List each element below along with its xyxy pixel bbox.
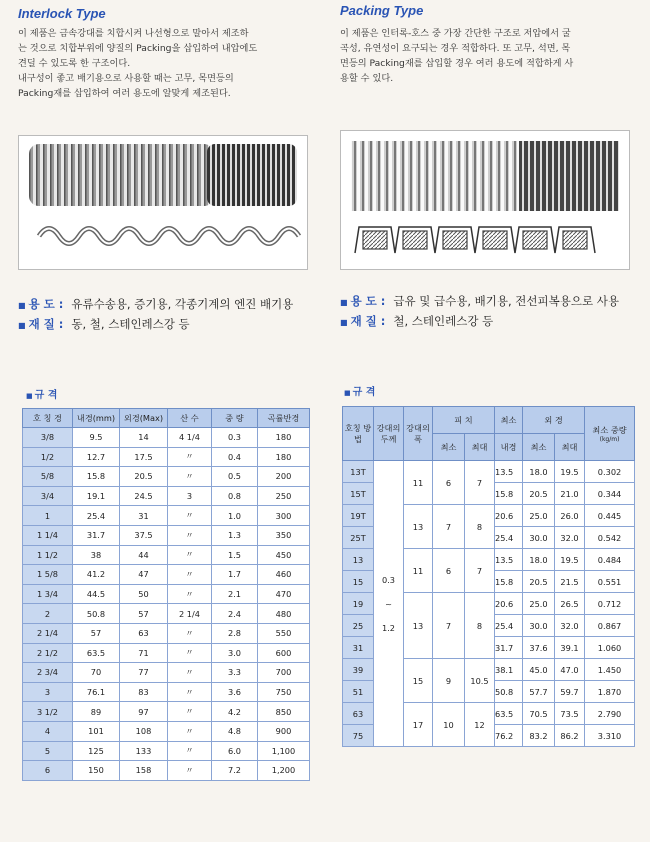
table-cell: 57	[73, 623, 120, 643]
table-cell: 25.4	[495, 615, 523, 637]
packing-spec-table	[342, 406, 635, 747]
table-cell: 1,200	[258, 761, 310, 781]
table-cell: 〃	[168, 721, 212, 741]
table-cell: 44	[120, 545, 168, 565]
table-cell: 50.8	[495, 681, 523, 703]
desc-line: 내구성이 좋고 배기용으로 사용할 때는 고무, 목면등의	[18, 73, 234, 84]
table-cell: 0.542	[585, 527, 635, 549]
col-header: 산 수	[168, 409, 212, 428]
table-cell: 3	[168, 486, 212, 506]
table-cell: 15.8	[495, 571, 523, 593]
table-cell: 10.5	[465, 659, 495, 703]
desc-line: 는 것으로 치합부위에 양질의 Packing을 삽입하여 내압에도	[18, 43, 258, 54]
table-cell: 13.5	[495, 461, 523, 483]
table-cell: 0.484	[585, 549, 635, 571]
table-cell: 200	[258, 467, 310, 487]
table-cell: 0.3 ~ 1.2	[374, 461, 404, 747]
table-cell: 4	[23, 721, 73, 741]
table-cell: 73.5	[555, 703, 585, 725]
table-cell: 50.8	[73, 604, 120, 624]
table-cell: 3.3	[212, 663, 258, 683]
table-cell: 57.7	[523, 681, 555, 703]
table-cell: 7	[433, 505, 465, 549]
table-cell: 31.7	[73, 525, 120, 545]
col-header: 호 칭 경	[23, 409, 73, 428]
table-cell: 250	[258, 486, 310, 506]
interlock-spec-title: ■ 규 격	[26, 390, 58, 401]
table-cell: 6.0	[212, 741, 258, 761]
packing-spec-title: ■ 규 격	[344, 387, 376, 398]
table-cell: 350	[258, 525, 310, 545]
table-cell: 13	[404, 593, 433, 659]
table-cell: 7	[433, 593, 465, 659]
table-cell: 900	[258, 721, 310, 741]
table-cell: 〃	[168, 761, 212, 781]
table-cell: 25T	[343, 527, 374, 549]
material-label: ■ 재 질 :	[340, 314, 386, 328]
col-header: 최소	[433, 434, 465, 461]
table-cell: 25	[343, 615, 374, 637]
table-row	[23, 623, 310, 643]
table-cell: 24.5	[120, 486, 168, 506]
table-cell: 〃	[168, 682, 212, 702]
table-cell: 158	[120, 761, 168, 781]
desc-line: 이 제품은 인터록-호스 중 가장 간단한 구조로 저압에서 굴	[340, 28, 571, 39]
table-cell: 41.2	[73, 565, 120, 585]
table-cell: 3.310	[585, 725, 635, 747]
table-row	[23, 525, 310, 545]
table-cell: 101	[73, 721, 120, 741]
table-row	[23, 702, 310, 722]
table-cell: 37.5	[120, 525, 168, 545]
table-row	[23, 761, 310, 781]
table-cell: 0.445	[585, 505, 635, 527]
table-cell: 97	[120, 702, 168, 722]
table-cell: 13T	[343, 461, 374, 483]
table-cell: 77	[120, 663, 168, 683]
table-cell: 5/8	[23, 467, 73, 487]
table-cell: 6	[433, 461, 465, 505]
desc-line: 면등의 Packing재를 삽입할 경우 여러 용도에 적합하게 사	[340, 58, 574, 69]
table-cell: 0.867	[585, 615, 635, 637]
table-cell: 63.5	[495, 703, 523, 725]
interlock-spec-table	[22, 408, 310, 781]
table-cell: 108	[120, 721, 168, 741]
table-cell: 13	[404, 505, 433, 549]
table-row	[23, 428, 310, 448]
table-cell: 13.5	[495, 549, 523, 571]
table-cell: 25.0	[523, 593, 555, 615]
table-row	[23, 604, 310, 624]
table-cell: 21.5	[555, 571, 585, 593]
col-header: 외 경	[523, 407, 585, 434]
usage-label: ■ 용 도 :	[18, 297, 64, 311]
table-cell: 0.3	[212, 428, 258, 448]
table-cell: 76.1	[73, 682, 120, 702]
table-cell: 15T	[343, 483, 374, 505]
col-header: 최소	[523, 434, 555, 461]
table-cell: 25.4	[73, 506, 120, 526]
table-cell: 15	[343, 571, 374, 593]
table-cell: 1/2	[23, 447, 73, 467]
table-cell: 31.7	[495, 637, 523, 659]
table-cell: 133	[120, 741, 168, 761]
table-cell: 7	[465, 461, 495, 505]
table-cell: 300	[258, 506, 310, 526]
table-cell: 3 1/2	[23, 702, 73, 722]
col-header: 피 치	[433, 407, 495, 434]
table-cell: 7.2	[212, 761, 258, 781]
table-cell: 1.0	[212, 506, 258, 526]
table-cell: 480	[258, 604, 310, 624]
table-cell: 0.302	[585, 461, 635, 483]
table-cell: 2 1/4	[168, 604, 212, 624]
table-cell: 19.5	[555, 549, 585, 571]
table-cell: 63	[343, 703, 374, 725]
col-header: 강대의 폭	[404, 407, 433, 461]
table-row	[23, 565, 310, 585]
table-cell: 180	[258, 447, 310, 467]
table-cell: 57	[120, 604, 168, 624]
table-cell: 0.551	[585, 571, 635, 593]
table-cell: 30.0	[523, 527, 555, 549]
table-cell: 47	[120, 565, 168, 585]
table-cell: 〃	[168, 663, 212, 683]
table-cell: 〃	[168, 702, 212, 722]
usage-value: 유류수송용, 증기용, 각종기계의 엔진 배기용	[71, 297, 294, 311]
desc-line: 이 제품은 금속강대를 치합시켜 나선형으로 말아서 제조하	[18, 28, 249, 39]
table-row	[343, 461, 635, 483]
table-cell: 18.0	[523, 461, 555, 483]
table-cell: 3/8	[23, 428, 73, 448]
table-cell: 13	[343, 549, 374, 571]
table-row	[23, 584, 310, 604]
table-cell: 1,100	[258, 741, 310, 761]
table-cell: 〃	[168, 467, 212, 487]
table-cell: 6	[433, 549, 465, 593]
table-cell: 3	[23, 682, 73, 702]
table-cell: 460	[258, 565, 310, 585]
table-cell: 125	[73, 741, 120, 761]
col-header: 외경(Max)	[120, 409, 168, 428]
usage-label: ■ 용 도 :	[340, 294, 386, 308]
table-cell: 15.8	[495, 483, 523, 505]
col-header: 최대	[555, 434, 585, 461]
desc-line: Packing재를 삽입하여 여러 용도에 알맞게 제조된다.	[18, 88, 231, 99]
table-cell: 3.0	[212, 643, 258, 663]
table-cell: 19.5	[555, 461, 585, 483]
table-cell: 31	[120, 506, 168, 526]
table-cell: 1.870	[585, 681, 635, 703]
table-cell: 2.4	[212, 604, 258, 624]
table-cell: 21.0	[555, 483, 585, 505]
table-cell: 〃	[168, 545, 212, 565]
table-cell: 19.1	[73, 486, 120, 506]
interlock-hose-image	[18, 135, 308, 270]
table-cell: 0.344	[585, 483, 635, 505]
packing-title: Packing Type	[340, 3, 424, 18]
table-cell: 17.5	[120, 447, 168, 467]
table-cell: 550	[258, 623, 310, 643]
table-cell: 19T	[343, 505, 374, 527]
table-cell: 0.712	[585, 593, 635, 615]
table-cell: 470	[258, 584, 310, 604]
table-cell: 32.0	[555, 615, 585, 637]
table-cell: 〃	[168, 525, 212, 545]
table-cell: 30.0	[523, 615, 555, 637]
col-header: 최대	[465, 434, 495, 461]
table-cell: 3.6	[212, 682, 258, 702]
table-cell: 〃	[168, 643, 212, 663]
table-cell: 37.6	[523, 637, 555, 659]
table-cell: 89	[73, 702, 120, 722]
table-cell: 63	[120, 623, 168, 643]
table-cell: 1	[23, 506, 73, 526]
table-cell: 25.4	[495, 527, 523, 549]
usage-value: 급유 및 급수용, 배기용, 전선피복용으로 사용	[393, 294, 619, 308]
material-value: 철, 스테인레스강 등	[393, 314, 494, 328]
table-cell: 70.5	[523, 703, 555, 725]
packing-usage	[340, 293, 635, 331]
table-cell: 〃	[168, 565, 212, 585]
table-cell: 4 1/4	[168, 428, 212, 448]
table-cell: 600	[258, 643, 310, 663]
table-cell: 19	[343, 593, 374, 615]
table-cell: 2.8	[212, 623, 258, 643]
table-cell: 3/4	[23, 486, 73, 506]
table-cell: 9.5	[73, 428, 120, 448]
table-cell: 5	[23, 741, 73, 761]
interlock-usage	[18, 296, 318, 334]
col-header: 호칭 방법	[343, 407, 374, 461]
table-cell: 1.060	[585, 637, 635, 659]
packing-description	[340, 26, 632, 86]
col-header: 곡률반경	[258, 409, 310, 428]
table-cell: 〃	[168, 584, 212, 604]
table-cell: 7	[465, 549, 495, 593]
packing-hose-image	[340, 130, 630, 270]
table-cell: 70	[73, 663, 120, 683]
table-cell: 31	[343, 637, 374, 659]
table-row	[23, 643, 310, 663]
table-cell: 2 1/2	[23, 643, 73, 663]
table-cell: 1 5/8	[23, 565, 73, 585]
table-cell: 8	[465, 505, 495, 549]
table-cell: 45.0	[523, 659, 555, 681]
table-cell: 11	[404, 549, 433, 593]
interlock-description	[18, 26, 308, 101]
table-cell: 850	[258, 702, 310, 722]
table-cell: 0.5	[212, 467, 258, 487]
material-value: 동, 철, 스테인레스강 등	[71, 317, 190, 331]
table-row	[23, 486, 310, 506]
table-cell: 50	[120, 584, 168, 604]
table-row	[23, 447, 310, 467]
table-cell: 〃	[168, 741, 212, 761]
table-cell: 1.7	[212, 565, 258, 585]
table-cell: 1 1/4	[23, 525, 73, 545]
desc-line: 곡성, 유연성이 요구되는 경우 적합하다. 또 고무, 석면, 목	[340, 43, 571, 54]
table-cell: 20.5	[523, 483, 555, 505]
col-header: 강대의 두께	[374, 407, 404, 461]
table-cell: 2 3/4	[23, 663, 73, 683]
table-cell: 9	[433, 659, 465, 703]
table-row	[23, 741, 310, 761]
table-cell: 〃	[168, 623, 212, 643]
table-cell: 〃	[168, 506, 212, 526]
col-header: 최소	[495, 407, 523, 434]
table-row	[23, 663, 310, 683]
col-header: 내경	[495, 434, 523, 461]
table-cell: 6	[23, 761, 73, 781]
table-cell: 32.0	[555, 527, 585, 549]
table-cell: 2 1/4	[23, 623, 73, 643]
table-cell: 2.790	[585, 703, 635, 725]
table-row	[23, 506, 310, 526]
table-cell: 1.3	[212, 525, 258, 545]
table-cell: 4.2	[212, 702, 258, 722]
table-cell: 20.5	[523, 571, 555, 593]
table-cell: 2	[23, 604, 73, 624]
table-cell: 180	[258, 428, 310, 448]
table-cell: 51	[343, 681, 374, 703]
table-cell: 17	[404, 703, 433, 747]
table-cell: 26.0	[555, 505, 585, 527]
table-cell: 75	[343, 725, 374, 747]
table-cell: 59.7	[555, 681, 585, 703]
table-cell: 12.7	[73, 447, 120, 467]
table-row	[23, 545, 310, 565]
table-cell: 4.8	[212, 721, 258, 741]
table-cell: 39	[343, 659, 374, 681]
table-cell: 71	[120, 643, 168, 663]
table-cell: 0.8	[212, 486, 258, 506]
col-header: 최소 중량 (kg/m)	[585, 407, 635, 461]
desc-line: 용할 수 있다.	[340, 73, 394, 84]
table-cell: 450	[258, 545, 310, 565]
table-cell: 15	[404, 659, 433, 703]
table-cell: 83	[120, 682, 168, 702]
table-cell: 1 1/2	[23, 545, 73, 565]
table-cell: 11	[404, 461, 433, 505]
table-cell: 76.2	[495, 725, 523, 747]
table-cell: 86.2	[555, 725, 585, 747]
table-cell: 20.6	[495, 505, 523, 527]
table-cell: 12	[465, 703, 495, 747]
table-cell: 44.5	[73, 584, 120, 604]
table-cell: 38.1	[495, 659, 523, 681]
desc-line: 견딜 수 있도록 한 구조이다.	[18, 58, 131, 69]
table-cell: 〃	[168, 447, 212, 467]
table-cell: 1.450	[585, 659, 635, 681]
table-cell: 20.6	[495, 593, 523, 615]
table-cell: 700	[258, 663, 310, 683]
table-cell: 18.0	[523, 549, 555, 571]
table-cell: 26.5	[555, 593, 585, 615]
table-cell: 39.1	[555, 637, 585, 659]
table-cell: 20.5	[120, 467, 168, 487]
table-cell: 14	[120, 428, 168, 448]
table-cell: 25.0	[523, 505, 555, 527]
table-cell: 38	[73, 545, 120, 565]
table-cell: 0.4	[212, 447, 258, 467]
table-cell: 15.8	[73, 467, 120, 487]
table-row	[23, 721, 310, 741]
material-label: ■ 재 질 :	[18, 317, 64, 331]
table-cell: 8	[465, 593, 495, 659]
table-cell: 1.5	[212, 545, 258, 565]
table-cell: 750	[258, 682, 310, 702]
table-row	[23, 682, 310, 702]
table-cell: 2.1	[212, 584, 258, 604]
table-cell: 83.2	[523, 725, 555, 747]
table-cell: 150	[73, 761, 120, 781]
table-row	[23, 467, 310, 487]
col-header: 중 량	[212, 409, 258, 428]
table-cell: 47.0	[555, 659, 585, 681]
col-header: 내경(mm)	[73, 409, 120, 428]
interlock-title: Interlock Type	[18, 6, 106, 21]
table-cell: 63.5	[73, 643, 120, 663]
table-cell: 1 3/4	[23, 584, 73, 604]
table-cell: 10	[433, 703, 465, 747]
